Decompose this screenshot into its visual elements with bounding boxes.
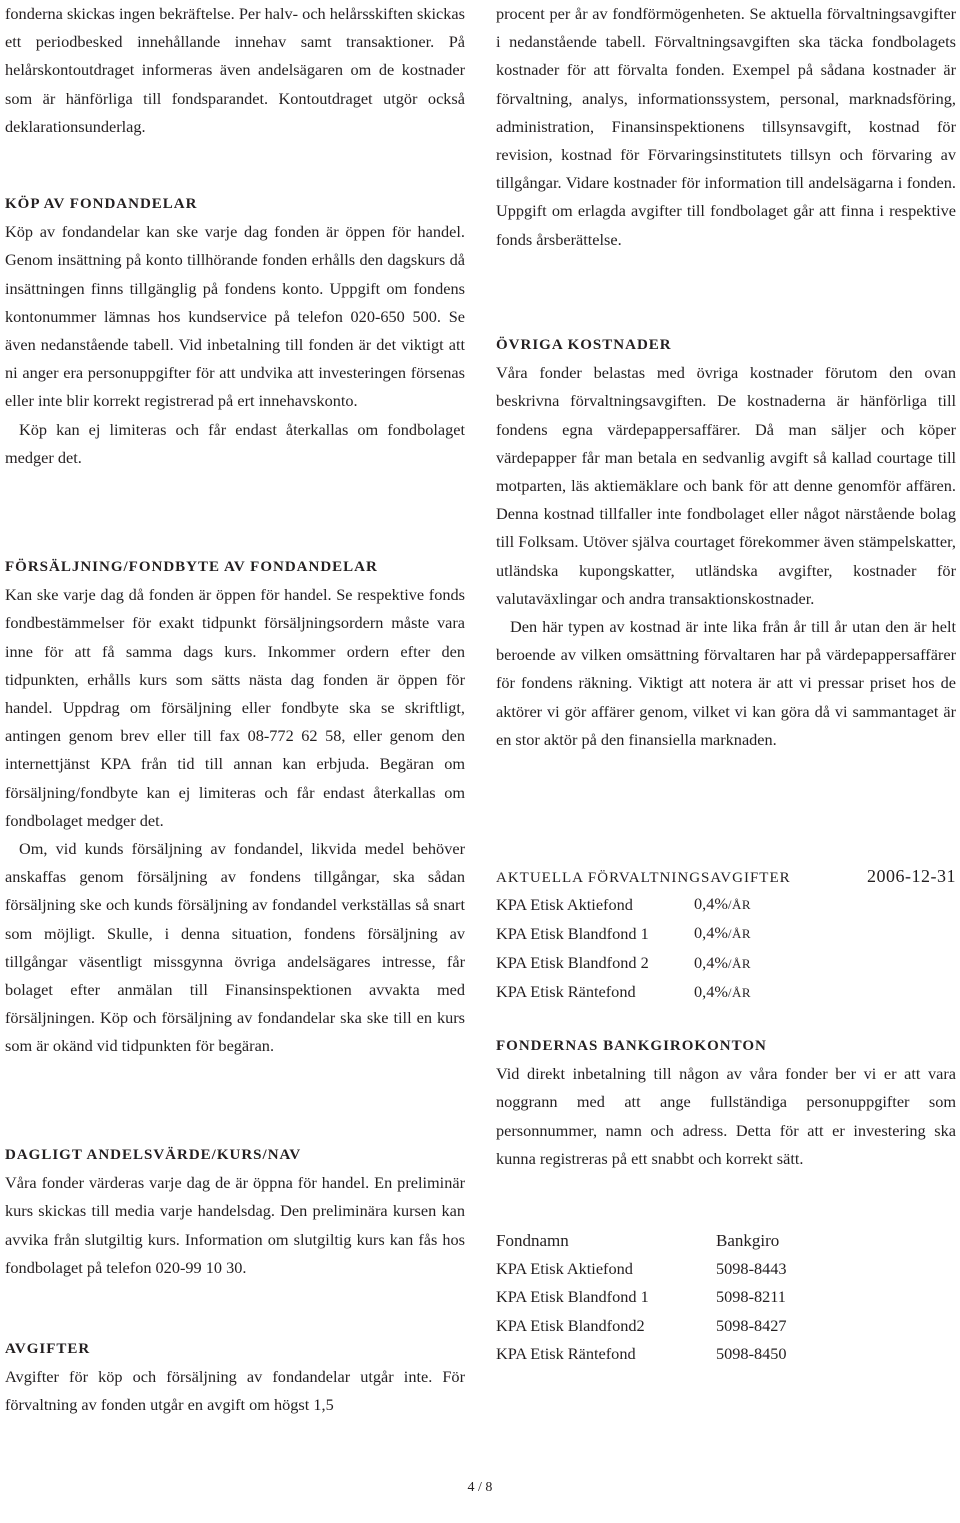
bank-table-header	[496, 1227, 787, 1255]
bank-row	[496, 1255, 787, 1283]
fees-heading-row	[496, 862, 956, 890]
section-heading-kop: KÖP AV FONDANDELAR	[5, 196, 198, 212]
bank-header-name: Fondnamn	[496, 1231, 569, 1250]
fee-row	[496, 919, 751, 948]
section-avgifter	[5, 1335, 465, 1420]
fee-fund-name: KPA Etisk Aktiefond	[496, 894, 633, 914]
section-heading-forsaljning: FÖRSÄLJNING/FONDBYTE AV FONDANDELAR	[5, 559, 378, 575]
fee-value-cell	[694, 949, 751, 978]
page-number: 4 / 8	[467, 1480, 493, 1495]
fees-heading: AKTUELLA FÖRVALTNINGSAVGIFTER	[496, 870, 791, 886]
fee-row	[496, 978, 751, 1007]
ovriga-paragraph: Våra fonder belastas med övriga kostnader förutom den ovan beskrivna förvaltningsavgiften. De kostnaderna är hänförliga till fondens egna värdepappersaffärer. Då man säljer och köper värdepapper får man betala en sedvanlig avgift så kallad courtage till motparten, läs aktiemäklare och bank för att denne genomför affären. Denna kostnad tillfaller inte fondbolaget eller något närstående bolag till Folksam. Utöver själva courtaget förekommer även stämpelskatter, utländska kupongskatter, utländska avgifter, kostnader för valutaväxlingar och andra transaktionskostnader.	[496, 363, 956, 608]
fee-value: 0,4%	[694, 894, 728, 914]
avgifter-paragraph: Avgifter för köp och försäljning av fondandelar utgår inte. För förvaltning av fonden utgår en avgift om högst 1,5	[5, 1367, 465, 1415]
fee-unit: /ÅR	[727, 926, 752, 942]
intro-paragraph: fonderna skickas ingen bekräftelse. Per halv- och helårsskiften skickas ett periodbesked innehållande innehav samt transaktioner. På helårskontoutdraget informeras även andelsägaren om de kostnader som är hänförliga till fondsparandet. Kontoutdraget utgör också deklarationsunderlag.	[5, 4, 465, 136]
kop-paragraph-2: Köp kan ej limiteras och får endast återkallas om fondbolaget medger det.	[5, 419, 465, 467]
bank-giro-number: 5098-8450	[716, 1343, 787, 1363]
bank-fund-name: KPA Etisk Blandfond2	[496, 1315, 645, 1335]
fee-value-cell	[694, 919, 751, 948]
bank-fund-name: KPA Etisk Blandfond 1	[496, 1287, 649, 1307]
bank-row	[496, 1312, 787, 1340]
fee-fund-name: KPA Etisk Blandfond 1	[496, 923, 649, 943]
fee-unit: /ÅR	[727, 984, 752, 1000]
fee-unit: /ÅR	[727, 955, 752, 971]
bank-fund-name: KPA Etisk Aktiefond	[496, 1259, 633, 1279]
fee-value: 0,4%	[694, 952, 728, 972]
bankgiro-paragraph: Vid direkt inbetalning till någon av våra fonder ber vi er att vara noggrann med att ange fullständiga personuppgifter som personnummer, namn och adress. Detta för att er investering ska kunna registreras på ett snabbt och korrekt sätt.	[496, 1064, 956, 1168]
fee-fund-name: KPA Etisk Blandfond 2	[496, 953, 649, 973]
fee-value: 0,4%	[694, 981, 728, 1001]
section-bank-table	[496, 1227, 956, 1368]
section-heading-bankgiro: FONDERNAS BANKGIROKONTON	[496, 1038, 767, 1054]
fee-row	[496, 890, 751, 919]
fee-value-cell	[694, 978, 751, 1007]
bank-giro-number: 5098-8211	[716, 1287, 786, 1307]
section-forsaljning	[5, 553, 465, 1061]
bank-header-giro: Bankgiro	[716, 1231, 780, 1250]
fees-intro-block	[496, 0, 956, 254]
intro-paragraph-block	[5, 0, 465, 141]
fees-date: 2006-12-31	[867, 866, 956, 886]
bank-giro-number: 5098-8443	[716, 1259, 787, 1279]
section-heading-nav: DAGLIGT ANDELSVÄRDE/KURS/NAV	[5, 1147, 302, 1163]
fee-row	[496, 949, 751, 978]
section-bankgiro	[496, 1032, 956, 1173]
bank-fund-name: KPA Etisk Räntefond	[496, 1343, 636, 1363]
section-kop	[5, 190, 465, 472]
kop-paragraph: Köp av fondandelar kan ske varje dag fonden är öppen för handel. Genom insättning på konto tillhörande fonden erhålls den dagskurs då insättningen finns tillgänglig på fondens konto. Uppgift om fondens kontonummer lämnas hos kundservice på telefon 020-650 500. Se även nedanstående tabell. Vid inbetalning till fonden är det viktigt att ni anger era personuppgifter för att undvika att investeringen försenas eller inte blir korrekt registrerad på ert innehavskonto.	[5, 222, 465, 411]
fees-intro-paragraph: procent per år av fondförmögenheten. Se aktuella förvaltningsavgifter i nedanstående tabell. Förvaltningsavgiften ska täcka fondbolagets kostnader för att förvalta fonden. Exempel på sådana kostnader är förvaltning, analys, informationssystem, personal, marknadsföring, administration, Finansinspektionens tillsynsavgift, kostnad för revision, kostnad för Förvaringsinstitutets tillsyn och förvaring av tillgångar. Vidare kostnader för information till andelsägarna i fonden. Uppgift om erlagda avgifter till fondbolaget går att finna i respektive fonds årsberättelse.	[496, 4, 956, 249]
section-fees-table	[496, 862, 956, 1007]
fee-fund-name: KPA Etisk Räntefond	[496, 982, 636, 1002]
section-heading-avgifter: AVGIFTER	[5, 1341, 91, 1357]
fee-value-cell	[694, 890, 751, 919]
section-ovriga	[496, 331, 956, 754]
forsaljning-paragraph-2: Om, vid kunds försäljning av fondandel, likvida medel behöver anskaffas genom försäljning av fondens tillgångar, ska sådan försäljning ske och kunds försäljning av fondandel verkställas så snart som möjligt. Skulle, i denna situation, fondens försäljning av tillgångar väsentligt missgynna övriga andelsägares intresse, får bolaget efter anmälan till Finansinspektionen avvakta med försäljningen. Köp och försäljning av fondandelar ska ske till en kurs som är okänd vid tidpunkten för begäran.	[5, 839, 465, 1056]
bank-row	[496, 1340, 787, 1368]
forsaljning-paragraph: Kan ske varje dag då fonden är öppen för handel. Se respektive fonds fondbestämmelser för exakt tidpunkt försäljningsordern måste vara inne för att få samma dags kurs. Inkommer ordern efter den tidpunkten, erhålls kurs som sätts nästa dag fonden är öppen för handel. Uppdrag om försäljning eller fondbyte ska se skriftligt, antingen genom brev eller till fax 08-772 62 58, eller genom den internettjänst KPA från tid till annan kan erbjuda. Begäran om försäljning/fondbyte kan ej limiteras och får endast återkallas om fondbolaget medger det.	[5, 585, 465, 830]
nav-paragraph: Våra fonder värderas varje dag de är öppna för handel. En preliminär kurs skickas till media varje handelsdag. Den preliminära kursen kan avvika från slutgiltig kurs. Information om slutgiltig kurs kan fås hos fondbolaget på telefon 020-99 10 30.	[5, 1173, 465, 1277]
bank-table	[496, 1227, 787, 1368]
section-heading-ovriga: ÖVRIGA KOSTNADER	[496, 337, 672, 353]
fees-table	[496, 890, 751, 1007]
bank-row	[496, 1283, 787, 1311]
section-nav	[5, 1141, 465, 1282]
fee-unit: /ÅR	[727, 897, 752, 913]
ovriga-paragraph-2: Den här typen av kostnad är inte lika från år till år utan den är helt beroende av vilken omsättning förvaltaren har på värdepappersaffärer för fondens räkning. Viktigt att notera är att vi pressar priset hos de aktörer vi gör affärer genom, vilket vi kan göra då vi sammantaget är en stor aktör på den finansiella marknaden.	[496, 617, 956, 749]
bank-giro-number: 5098-8427	[716, 1315, 787, 1335]
fee-value: 0,4%	[694, 923, 728, 943]
